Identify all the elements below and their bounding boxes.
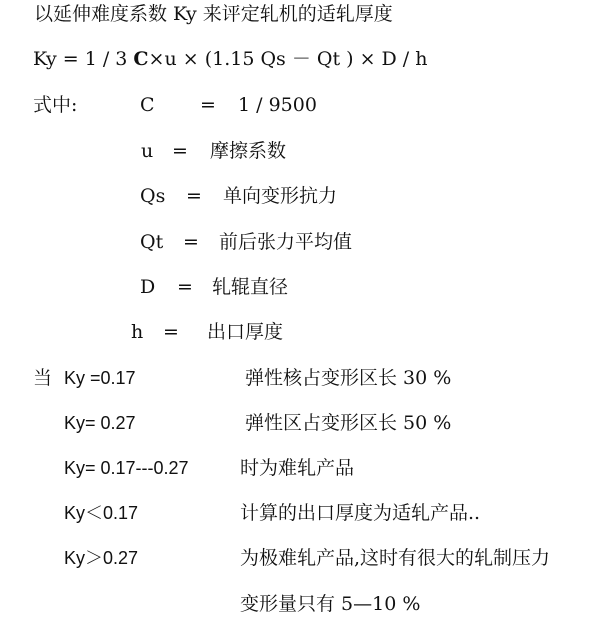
def-equals: = xyxy=(200,94,216,116)
cases-prefix: 当 xyxy=(33,367,53,389)
def-symbol: u xyxy=(141,140,154,162)
case-result: 时为难轧产品 xyxy=(240,457,355,479)
def-description: 摩擦系数 xyxy=(210,140,287,162)
formula-rest: ×u × (1.15 Qs － Qt ) × D / h xyxy=(148,48,428,70)
case-result: 弹性核占变形区长 30 % xyxy=(245,367,452,389)
def-equals: = xyxy=(163,321,179,343)
def-description: 前后张力平均值 xyxy=(219,231,353,253)
case-condition: Ky= 0.27 xyxy=(64,413,136,433)
case-condition: Ky＜0.17 xyxy=(64,503,139,523)
def-symbol: C xyxy=(140,94,155,116)
formula-lhs: Ky = 1 / 3 xyxy=(33,48,128,70)
definitions-label: 式中: xyxy=(33,94,78,116)
def-description: 单向变形抗力 xyxy=(223,185,338,207)
title: 以延伸难度系数 Ky 来评定轧机的适轧厚度 xyxy=(34,3,393,25)
case-condition: Ky= 0.17---0.27 xyxy=(64,458,189,478)
case-result: 计算的出口厚度为适轧产品.. xyxy=(240,502,481,524)
def-equals: = xyxy=(177,276,193,298)
def-description: 出口厚度 xyxy=(207,321,284,343)
case-result: 为极难轧产品,这时有很大的轧制压力 xyxy=(240,547,551,569)
def-equals: = xyxy=(186,185,202,207)
def-description: 轧辊直径 xyxy=(212,276,289,298)
case-condition: Ky =0.17 xyxy=(64,368,136,388)
def-symbol: h xyxy=(131,321,144,343)
def-symbol: D xyxy=(140,276,156,298)
formula xyxy=(33,47,427,71)
def-description: 1 / 9500 xyxy=(238,94,317,116)
case-continuation: 变形量只有 5—10 % xyxy=(240,593,421,615)
formula-c: C xyxy=(133,48,149,70)
case-result: 弹性区占变形区长 50 % xyxy=(245,412,452,434)
def-equals: = xyxy=(183,231,199,253)
def-equals: = xyxy=(172,140,188,162)
case-condition: Ky＞0.27 xyxy=(64,548,139,568)
def-symbol: Qs xyxy=(140,185,166,207)
def-symbol: Qt xyxy=(140,231,164,253)
